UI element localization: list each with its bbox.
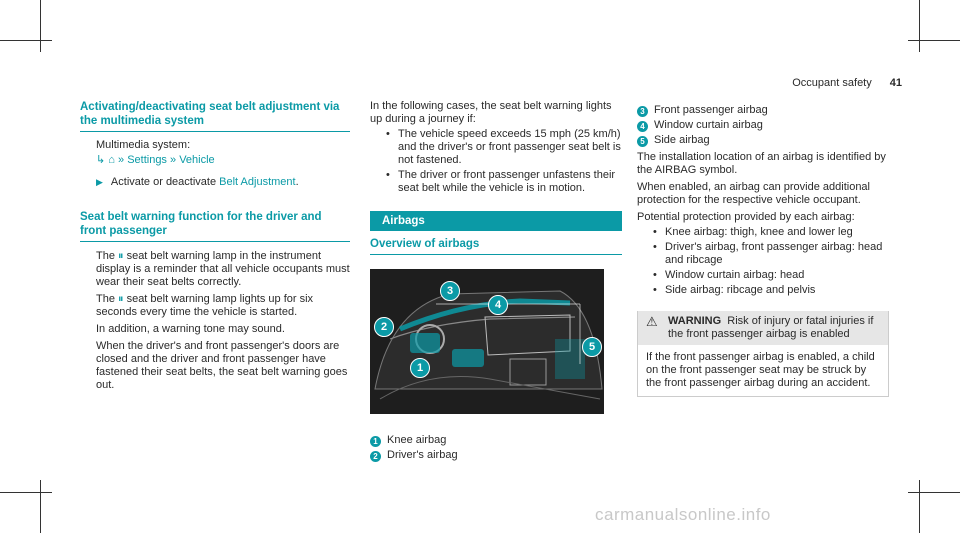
list-item: • Driver's airbag, front passenger airbag: head and ribcage: [653, 241, 889, 267]
car-interior-drawing: [370, 269, 604, 414]
list-item: • Knee airbag: thigh, knee and lower leg: [653, 226, 853, 238]
paragraph: Potential protection provided by each airbag:: [637, 211, 855, 223]
heading-airbag-overview: Overview of airbags: [370, 238, 480, 250]
legend-number: 4: [637, 121, 648, 132]
airbag-overview-illustration: [370, 269, 604, 414]
path-arrow-icon: ↳: [96, 154, 106, 166]
warning-icon: ⚠: [646, 314, 658, 329]
legend-item: [637, 119, 889, 132]
divider: [80, 241, 350, 242]
text: The: [96, 293, 119, 305]
list-item: • The driver or front passenger unfastens their seat belt while the vehicle is in motion.: [386, 169, 622, 195]
menu-path: [96, 154, 350, 167]
action-text: Activate or deactivate: [110, 176, 220, 188]
page-number: 41: [889, 77, 902, 89]
text: seat belt warning lamp lights up for six seconds every time the vehicle is started.: [96, 293, 314, 318]
path-vehicle[interactable]: Vehicle: [179, 154, 215, 166]
column-right: [637, 104, 889, 397]
crop-mark: [0, 40, 52, 41]
warning-header: [638, 311, 888, 345]
paragraph: When enabled, an airbag can provide additional protection for the respective vehicle occupant.: [637, 181, 870, 206]
legend-label: Driver's airbag: [387, 449, 458, 461]
list-item-text: The driver or front passenger unfastens their seat belt while the vehicle is in motion.: [398, 169, 616, 194]
section-band-airbags: Airbags: [370, 211, 622, 231]
legend-number: 5: [637, 136, 648, 147]
callout-1: 1: [410, 358, 430, 378]
page-header: [792, 77, 902, 89]
crop-mark: [40, 480, 41, 533]
belt-adjustment-link[interactable]: Belt Adjustment: [219, 176, 296, 188]
list-item: • Side airbag: ribcage and pelvis: [653, 284, 816, 296]
text: seat belt warning lamp in the instrument display is a reminder that all vehicle occupants must wear their seat belts correctly.: [96, 250, 350, 288]
legend-label: Side airbag: [654, 134, 710, 146]
warning-box: [637, 311, 889, 397]
crop-mark: [40, 0, 41, 52]
warning-header-text: [668, 315, 880, 341]
paragraph: In the following cases, the seat belt warning lights up during a journey if:: [370, 100, 612, 125]
column-middle: [370, 100, 622, 462]
paragraph: In addition, a warning tone may sound.: [96, 323, 285, 335]
crop-mark: [919, 480, 920, 533]
list-item-text: Driver's airbag, front passenger airbag: head and ribcage: [665, 241, 883, 266]
divider: [80, 131, 350, 132]
action-step: [96, 176, 350, 189]
list-item: • The vehicle speed exceeds 15 mph (25 km/h) and the driver's or front passenger seat belt is not fastened.: [386, 128, 621, 166]
warning-summary: Risk of injury or fatal injuries if the front passenger airbag is enabled: [668, 315, 874, 340]
heading-belt-adjustment: Activating/deactivating seat belt adjustment via the multimedia system: [80, 101, 340, 127]
path-separator-icon: »: [170, 154, 177, 166]
seat-belt-icon: ⏸: [118, 250, 124, 262]
paragraph: When the driver's and front passenger's doors are closed and the driver and front passenger have fastened their seat belts, the seat belt warning goes out.: [96, 340, 348, 391]
action-arrow-icon: ▶: [96, 177, 103, 187]
legend-item: [370, 449, 622, 462]
legend-item: [637, 104, 889, 117]
seat-belt-icon: ⏸: [118, 293, 124, 305]
list-item: • Window curtain airbag: head: [653, 269, 805, 281]
legend-number: 2: [370, 451, 381, 462]
callout-3: 3: [440, 281, 460, 301]
home-icon[interactable]: ⌂: [108, 154, 115, 166]
path-settings[interactable]: Settings: [127, 154, 167, 166]
callout-2: 2: [374, 317, 394, 337]
list-item-text: Knee airbag: thigh, knee and lower leg: [665, 226, 853, 238]
legend-label: Front passenger airbag: [654, 104, 768, 116]
warning-body: [638, 345, 888, 396]
legend-item: [370, 434, 622, 447]
crop-mark: [908, 492, 960, 493]
warning-body-text: If the front passenger airbag is enabled, a child on the front passenger seat may be struck by the front passenger airbag during an accident.: [646, 351, 875, 389]
legend-number: 3: [637, 106, 648, 117]
crop-mark: [908, 40, 960, 41]
crop-mark: [0, 492, 52, 493]
action-end: .: [295, 176, 299, 188]
watermark: carmanualsonline.info: [595, 505, 771, 524]
callout-5: 5: [582, 337, 602, 357]
system-label: Multimedia system:: [96, 139, 191, 151]
divider: [370, 254, 622, 255]
paragraph: [96, 293, 350, 319]
heading-seat-belt-warning: Seat belt warning function for the driver and front passenger: [80, 211, 322, 237]
paragraph: The installation location of an airbag is identified by the AIRBAG symbol.: [637, 151, 886, 176]
legend-label: Knee airbag: [387, 434, 447, 446]
legend-label: Window curtain airbag: [654, 119, 763, 131]
legend-number: 1: [370, 436, 381, 447]
path-separator-icon: »: [118, 154, 125, 166]
paragraph: [96, 250, 350, 289]
text: The: [96, 250, 119, 262]
list-item-text: Window curtain airbag: head: [665, 269, 805, 281]
column-left: [80, 100, 350, 392]
section-title: Occupant safety: [792, 77, 872, 89]
list-item-text: The vehicle speed exceeds 15 mph (25 km/h) and the driver's or front passenger seat belt is not fastened.: [398, 128, 621, 166]
warning-title: WARNING: [668, 315, 722, 327]
legend-item: [637, 134, 889, 147]
list-item-text: Side airbag: ribcage and pelvis: [665, 284, 816, 296]
crop-mark: [919, 0, 920, 52]
callout-4: 4: [488, 295, 508, 315]
